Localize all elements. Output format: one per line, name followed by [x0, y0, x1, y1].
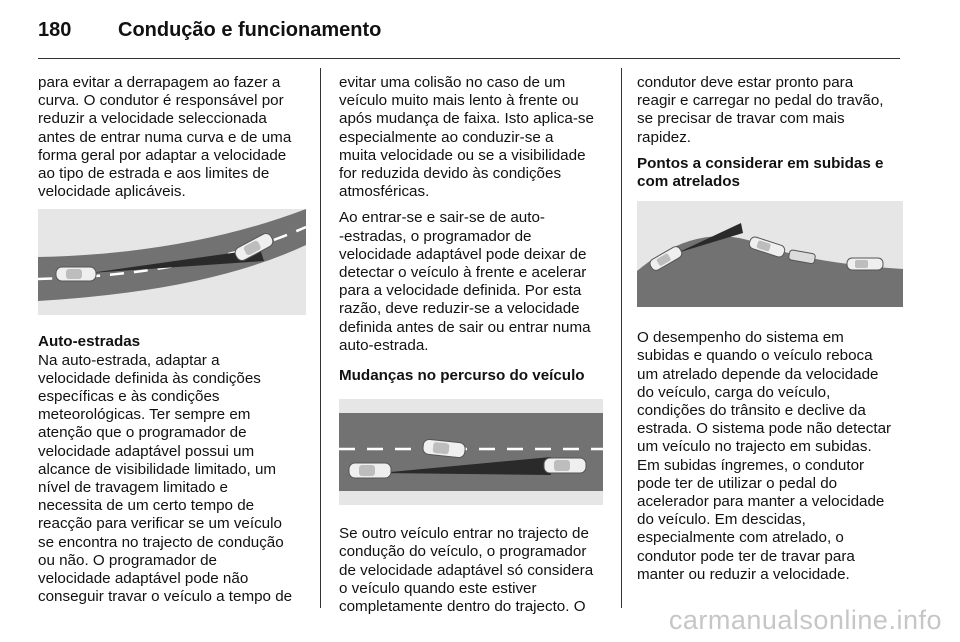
curve-road-illustration: [38, 209, 306, 315]
hill-trailer-illustration: [637, 201, 903, 307]
paragraph: Se outro veículo entrar no trajecto de condução do veículo, o programador de velocidade adaptável só considera o veículo quando este estiver completamente dentro do trajecto. O: [339, 525, 594, 616]
paragraph: para evitar a derrapagem ao fazer a curva. O condutor é responsável por reduzir a velocidade seleccionada antes de entrar numa curva e de uma forma geral por adaptar a velocidade ao tipo de estrada e aos limites de velocidade aplicáveis.: [38, 74, 292, 201]
lane-change-illustration: [339, 399, 603, 505]
paragraph: O desempenho do sistema em subidas e quando o veículo reboca um atrelado depende da velocidade do veículo, carga do veículo, condições do trânsito e declive da estrada. O sistema pode não detectar um veículo no trajecto em subidas. Em subidas íngremes, o condutor pode ter de utilizar o pedal do acelerador para manter a velocidade do veículo. Em descidas, especialmente com atrelado, o condutor pode ter de travar para manter ou reduzir a velocidade.: [637, 329, 892, 583]
column-divider: [621, 68, 622, 608]
paragraph: Ao entrar-se e sair-se de auto- -estradas, o programador de velocidade adaptável pode deixar de detectar o veículo à frente e acelerar para a velocidade definida. Por esta razão, deve reduzir-se a velocidade definida antes de sair ou entrar numa auto-estrada.: [339, 209, 591, 354]
header-rule: [38, 58, 900, 59]
page-number: 180: [38, 18, 72, 41]
section-title: Condução e funcionamento: [118, 18, 382, 41]
column-divider: [320, 68, 321, 608]
paragraph: evitar uma colisão no caso de um veículo muito mais lento à frente ou após mudança de faixa. Isto aplica-se especialmente ao conduzir-se a muita velocidade ou se a visibilidade for reduzida devido às condições atmosféricas.: [339, 74, 594, 201]
page-header: [38, 10, 381, 50]
curve-road-figure: [38, 209, 306, 315]
paragraph: Na auto-estrada, adaptar a velocidade definida às condições específicas e às condições meteorológicas. Ter sempre em atenção que o programador de velocidade adaptável possui um alcance de visibilidade limitado, um nível de travagem limitado e necessita de um certo tempo de reacção para verificar se um veículo se encontra no trajecto de condução ou não. O programador de velocidade adaptável pode não conseguir travar o veículo a tempo de: [38, 351, 293, 606]
heading-subidas-atrelados: Pontos a considerar em subidas e com atrelados: [637, 154, 884, 191]
lane-change-figure: [339, 399, 605, 505]
column-1: [38, 74, 306, 614]
hill-trailer-figure: [637, 201, 903, 307]
column-3: [637, 74, 903, 592]
watermark: carmanualsonline.info: [668, 605, 942, 635]
heading-mudancas-percurso: Mudanças no percurso do veículo: [339, 367, 585, 385]
heading-auto-estradas: Auto-estradas: [38, 333, 141, 351]
paragraph: condutor deve estar pronto para reagir e carregar no pedal do travão, se precisar de travar com mais rapidez.: [637, 74, 884, 146]
column-2: [339, 74, 605, 624]
